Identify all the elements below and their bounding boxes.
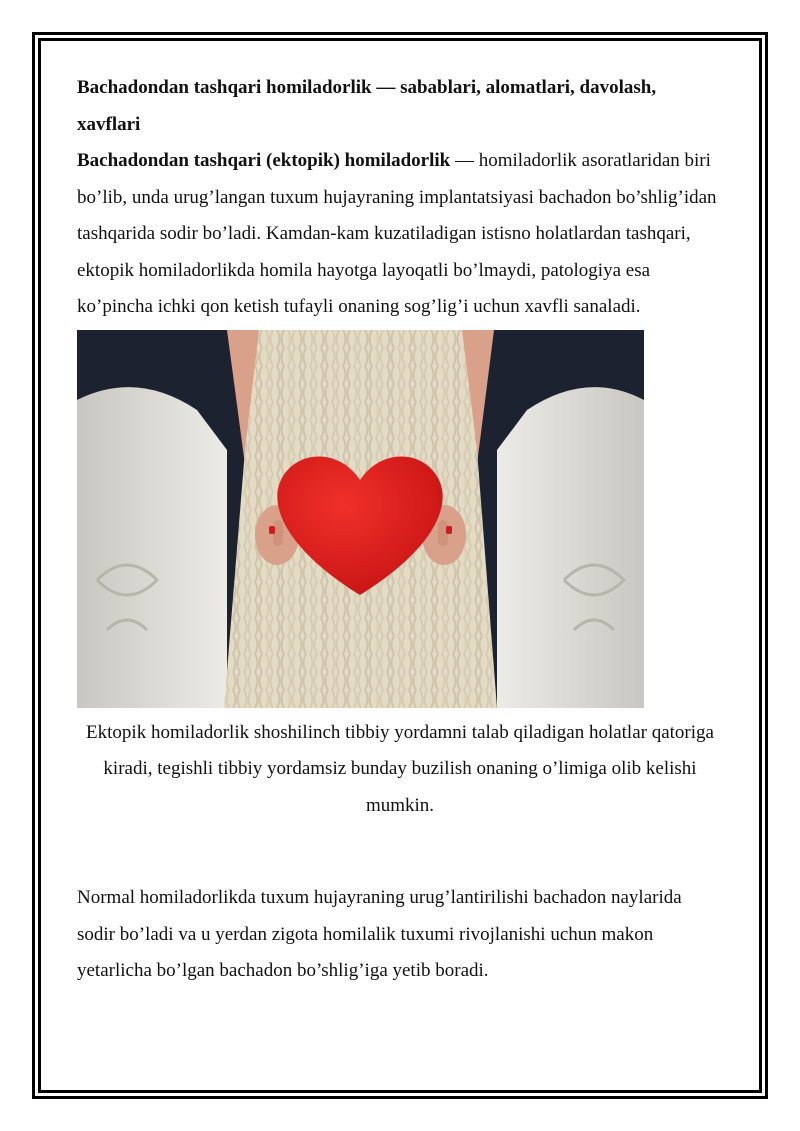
article-photo	[77, 330, 644, 708]
article-content	[77, 70, 717, 990]
body-paragraph: Normal homiladorlikda tuxum hujayraning urug’lantirilishi bachadon naylarida sodir bo’ladi va u yerdan zigota homilalik tuxumi rivojlanishi uchun makon yetarlicha bo’lgan bachadon bo’shlig’iga yetib boradi.	[77, 887, 682, 981]
article-title: Bachadondan tashqari homiladorlik — sabablari, alomatlari, davolash, xavflari	[77, 77, 657, 135]
intro-paragraph	[77, 143, 717, 326]
photo-caption: Ektopik homiladorlik shoshilinch tibbiy yordamni talab qiladigan holatlar qatoriga kiradi, tegishli tibbiy yordamsiz bunday buzilish onaning o’limiga olib kelishi mumkin.	[86, 721, 714, 816]
intro-text: — homiladorlik asoratlaridan biri bo’lib, unda urug’langan tuxum hujayraning implantatsiyasi bachadon bo’shlig’idan tashqarida sodir bo’ladi. Kamdan-kam kuzatiladigan istisno holatlardan tashqari, ektopik homiladorlikda homila hayotga layoqatli bo’lmaydi, patologiya esa ko’pincha ichki qon ketish tufayli onaning sog’lig’i uchun xavfli sanaladi.	[77, 150, 717, 317]
intro-bold-term: Bachadondan tashqari (ektopik) homiladorlik	[77, 150, 451, 171]
heart-photo-illustration	[77, 330, 644, 708]
